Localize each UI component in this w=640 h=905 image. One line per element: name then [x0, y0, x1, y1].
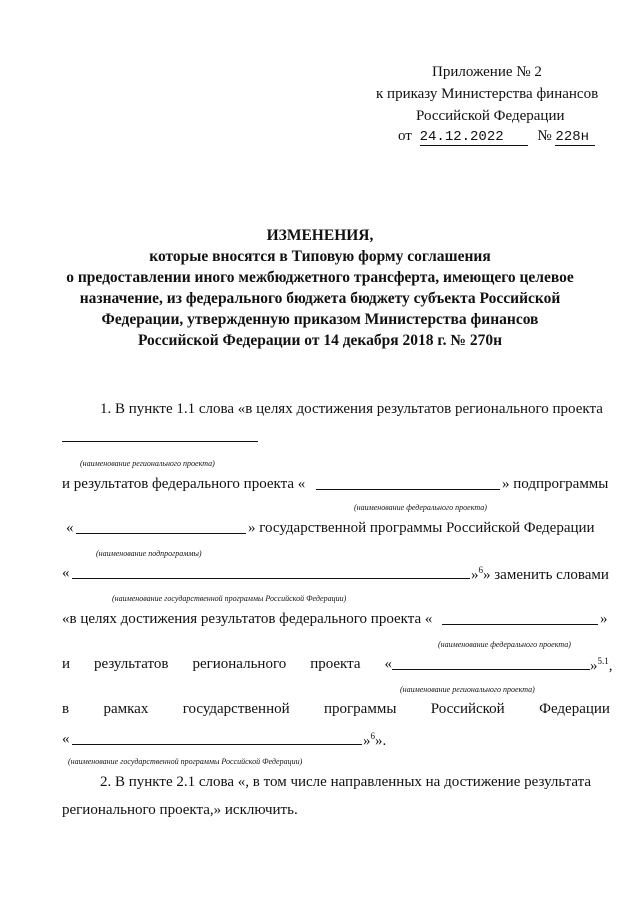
word-regional: регионального [192, 656, 287, 672]
regional-project-blank-1 [62, 441, 258, 442]
federal-project-blank-2 [442, 624, 598, 625]
caption-federal-project-2: (наименование федерального проекта) [438, 640, 571, 649]
word-framework: рамках [103, 701, 149, 717]
replace-with-words: » заменить словами [483, 567, 609, 583]
para1-line-5-end [471, 565, 609, 584]
russian-federation-label: Российской Федерации [416, 108, 565, 124]
word-results: результатов [93, 656, 169, 672]
order-ministry-label: к приказу Министерства финансов [376, 86, 599, 102]
caption-regional-project-1: (наименование регионального проекта) [80, 459, 215, 468]
word-russian: Российской [430, 701, 505, 717]
word-and: и [62, 656, 71, 672]
document-heading: ИЗМЕНЕНИЯ, [266, 227, 374, 244]
word-federation: Федерации [539, 701, 610, 717]
para1-line-7 [62, 656, 392, 673]
caption-federal-project-1: (наименование федерального проекта) [354, 503, 487, 512]
caption-state-program-1: (наименование государственной программы Российской Федерации) [112, 594, 347, 603]
title-line-4: Федерации, утвержденную приказом Министерства финансов [101, 311, 539, 328]
para1-line-3-end: » подпрограммы [502, 476, 609, 492]
para2-line-1: 2. В пункте 2.1 слова «, в том числе направленных на достижение результата [100, 774, 592, 790]
title-line-3: назначение, из федерального бюджета бюджету субъекта Российской [79, 290, 561, 307]
open-quote-state-program-1: « [62, 565, 70, 581]
title-line-5: Российской Федерации от 14 декабря 2018 г. № 270н [137, 332, 503, 349]
subprogram-blank [76, 533, 246, 534]
close-quote-regional: » [590, 658, 598, 674]
word-state: государственной [182, 701, 290, 717]
federal-project-blank-1 [316, 489, 500, 490]
para2-line-2: регионального проекта,» исключить. [62, 802, 298, 818]
para1-line-1: 1. В пункте 1.1 слова «в целях достижения результатов регионального проекта [100, 401, 603, 417]
caption-regional-project-2: (наименование регионального проекта) [400, 685, 535, 694]
appendix-label: Приложение № 2 [432, 64, 542, 80]
para1-line-8 [62, 701, 610, 718]
open-quote-regional: « [384, 656, 392, 672]
order-date: 24.12.2022 [420, 129, 528, 146]
close-quote-1: » [471, 567, 479, 583]
caption-subprogram: (наименование подпрограммы) [96, 549, 202, 558]
footnote-6-marker-2: 6 [370, 731, 375, 741]
para1-line-6-start: «в целях достижения результатов федерального проекта « [62, 611, 433, 627]
order-number: 228н [555, 129, 595, 146]
word-project: проекта [310, 656, 361, 672]
title-line-1: которые вносятся в Типовую форму соглашения [149, 248, 491, 265]
para1-line-4-end: » государственной программы Российской Федерации [248, 520, 595, 536]
caption-state-program-2: (наименование государственной программы Российской Федерации) [68, 757, 303, 766]
state-program-blank-2 [72, 744, 362, 745]
order-date-line [398, 128, 595, 146]
regional-project-blank-2 [392, 669, 590, 670]
title-line-2: о предоставлении иного межбюджетного трансферта, имеющего целевое [66, 269, 574, 286]
closing-quote-period: ». [375, 733, 387, 749]
open-quote-state-program-2: « [62, 731, 70, 747]
open-quote-subprogram: « [66, 520, 74, 536]
para1-line-3-start: и результатов федерального проекта « [62, 476, 306, 492]
close-quote-federal: » [600, 611, 608, 627]
from-label: от [398, 128, 412, 144]
close-quote-2: » [363, 733, 371, 749]
para1-line-7-end: »$^{5.1}$, [590, 656, 613, 674]
number-label: № [537, 128, 552, 144]
word-in: в [62, 701, 70, 717]
footnote-6-marker-1: 6 [478, 565, 483, 575]
footnote-5-1-marker: 5.1 [597, 656, 609, 666]
state-program-blank-1 [72, 578, 470, 579]
word-program: программы [324, 701, 397, 717]
para1-line-9-end [363, 731, 386, 750]
